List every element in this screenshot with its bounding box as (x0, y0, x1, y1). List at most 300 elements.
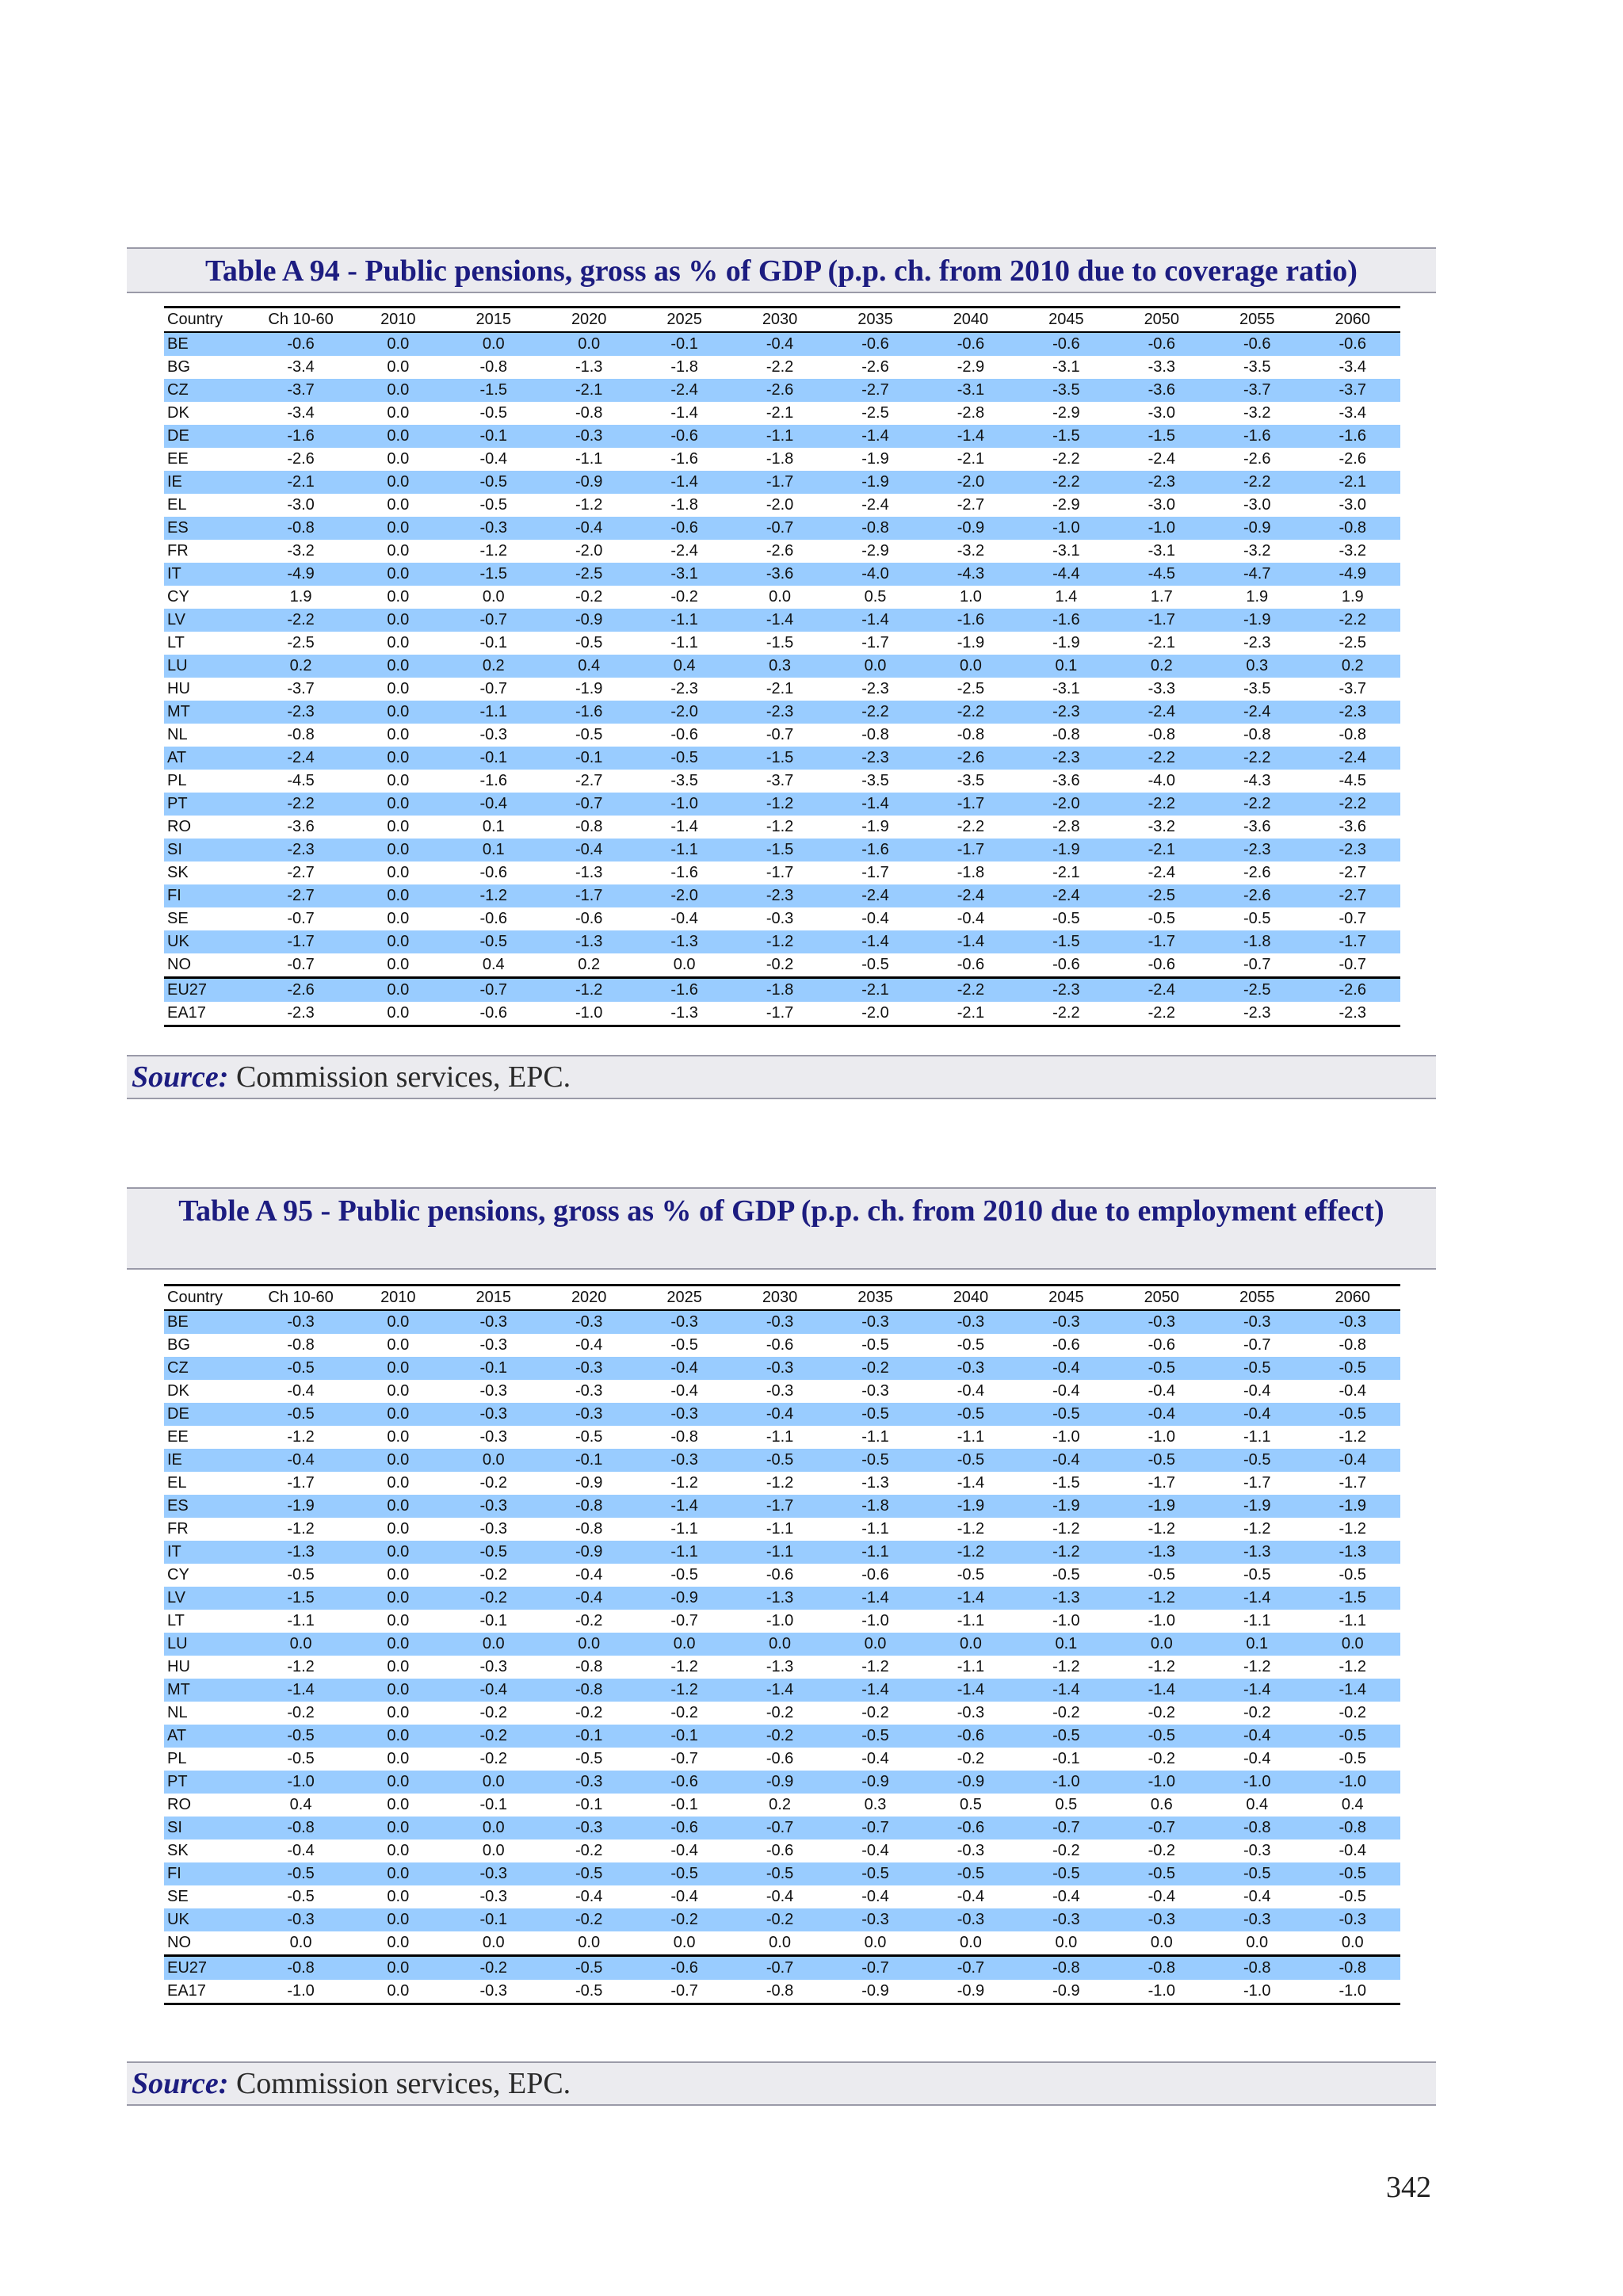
table-row (164, 379, 1400, 402)
value-cell: -1.7 (923, 793, 1018, 816)
value-cell: -1.2 (636, 1679, 731, 1702)
value-cell: -1.0 (1052, 1428, 1080, 1446)
value-cell: -1.5 (1018, 425, 1113, 448)
value-cell: -1.9 (1018, 1495, 1113, 1518)
table-row (164, 1587, 1400, 1610)
value-cell: 0.0 (387, 404, 410, 422)
value-cell: -3.7 (251, 379, 350, 402)
value-cell: -1.0 (541, 1002, 636, 1026)
value-cell: -1.1 (670, 634, 698, 651)
value-cell: 0.0 (446, 332, 541, 356)
source-text: Commission services, EPC. (228, 1060, 571, 1094)
value-cell: -0.1 (541, 747, 636, 770)
value-cell: -1.1 (1243, 1612, 1271, 1629)
value-cell: -0.9 (732, 1771, 827, 1794)
value-cell: -0.9 (1209, 517, 1304, 540)
value-cell: -2.3 (1209, 839, 1304, 861)
value-cell: 0.0 (387, 1658, 410, 1675)
value-cell: -0.3 (479, 1382, 507, 1400)
value-cell: -1.2 (446, 884, 541, 907)
value-cell: -2.9 (861, 542, 889, 560)
value-cell: -2.5 (287, 634, 315, 651)
value-cell: -0.6 (636, 1817, 731, 1839)
value-cell: -1.9 (957, 634, 985, 651)
value-cell: 0.0 (350, 1541, 445, 1564)
value-cell: -0.3 (1114, 1310, 1209, 1334)
value-cell: -0.4 (541, 517, 636, 540)
value-cell: -0.1 (446, 425, 541, 448)
country-cell: FR (167, 542, 189, 560)
value-cell: -0.4 (1148, 1382, 1176, 1400)
value-cell: 0.0 (350, 1679, 445, 1702)
value-cell: -1.2 (1243, 1520, 1271, 1538)
value-cell: -1.3 (575, 864, 603, 881)
value-cell: 0.0 (350, 471, 445, 494)
value-cell: -1.9 (251, 1495, 350, 1518)
table-row (164, 1472, 1400, 1495)
value-cell: -1.9 (1114, 1495, 1209, 1518)
value-cell: -1.1 (827, 1541, 922, 1564)
value-cell: -2.2 (1114, 793, 1209, 816)
value-cell: -0.9 (541, 1541, 636, 1564)
value-cell: -1.5 (1052, 1474, 1080, 1492)
value-cell: -2.0 (636, 884, 731, 907)
value-cell: -1.7 (732, 1002, 827, 1026)
value-cell: -1.5 (446, 379, 541, 402)
value-cell: -1.3 (636, 930, 731, 953)
value-cell: 0.0 (350, 1980, 445, 2004)
value-cell: -0.5 (446, 930, 541, 953)
value-cell: -0.4 (541, 1587, 636, 1610)
value-cell: -2.2 (1052, 450, 1080, 468)
value-cell: -2.5 (541, 563, 636, 586)
value-cell: -1.2 (575, 496, 603, 514)
value-cell: -0.2 (446, 1587, 541, 1610)
value-cell: 1.4 (1055, 588, 1078, 606)
aggregate-row (164, 978, 1400, 1003)
aggregate-row (164, 1002, 1400, 1026)
value-cell: -3.0 (1243, 496, 1271, 514)
value-cell: -0.1 (670, 1796, 698, 1813)
value-cell: 0.0 (769, 1934, 791, 1951)
value-cell: -0.3 (636, 1449, 731, 1472)
value-cell: -0.8 (1304, 1956, 1400, 1981)
table-row (164, 1334, 1400, 1357)
value-cell: -0.1 (479, 634, 507, 651)
value-cell: 0.0 (1150, 1934, 1173, 1951)
value-cell: -0.8 (957, 726, 985, 743)
value-cell: 0.0 (387, 1796, 410, 1813)
value-cell: 0.0 (350, 930, 445, 953)
value-cell: -2.3 (1209, 1002, 1304, 1026)
column-header: 2020 (541, 308, 636, 333)
value-cell: -0.5 (670, 1566, 698, 1584)
value-cell: -1.3 (1114, 1541, 1209, 1564)
value-cell: 0.4 (289, 1796, 312, 1813)
value-cell: -0.5 (732, 1449, 827, 1472)
table-a94 (164, 306, 1400, 1027)
value-cell: -1.2 (1018, 1541, 1113, 1564)
table-row (164, 907, 1400, 930)
value-cell: -1.0 (1209, 1771, 1304, 1794)
value-cell: -0.3 (766, 910, 794, 927)
value-cell: -0.3 (1209, 1908, 1304, 1931)
value-cell: -1.4 (827, 793, 922, 816)
value-cell: -1.3 (251, 1541, 350, 1564)
value-cell: -2.6 (1209, 884, 1304, 907)
value-cell: -1.7 (1243, 1474, 1271, 1492)
value-cell: 0.0 (578, 1934, 601, 1951)
value-cell: -1.0 (1052, 1612, 1080, 1629)
table-row (164, 678, 1400, 701)
column-header: 2050 (1114, 308, 1209, 333)
country-cell: RO (167, 818, 191, 835)
value-cell: -0.1 (636, 1725, 731, 1748)
column-header: 2035 (827, 1286, 922, 1311)
value-cell: 0.0 (960, 1934, 982, 1951)
value-cell: -0.3 (575, 1382, 603, 1400)
value-cell: -2.3 (1304, 1002, 1400, 1026)
value-cell: -0.4 (1304, 1449, 1400, 1472)
value-cell: -1.3 (1018, 1587, 1113, 1610)
value-cell: 0.0 (387, 818, 410, 835)
value-cell: -0.9 (636, 1587, 731, 1610)
value-cell: -1.0 (1209, 1980, 1304, 2004)
value-cell: -1.4 (636, 471, 731, 494)
value-cell: -0.3 (1018, 1908, 1113, 1931)
value-cell: -0.5 (251, 1862, 350, 1885)
value-cell: -1.2 (1114, 1587, 1209, 1610)
country-cell: PT (164, 793, 251, 816)
country-cell: AT (164, 747, 251, 770)
value-cell: -0.8 (1114, 1956, 1209, 1981)
value-cell: 0.0 (350, 1725, 445, 1748)
value-cell: -0.3 (541, 1357, 636, 1380)
value-cell: -0.4 (861, 1750, 889, 1767)
value-cell: -3.6 (732, 563, 827, 586)
value-cell: -0.3 (1018, 1310, 1113, 1334)
value-cell: -0.7 (1338, 956, 1366, 973)
value-cell: -0.5 (861, 956, 889, 973)
value-cell: -2.2 (1304, 793, 1400, 816)
value-cell: -2.1 (923, 1002, 1018, 1026)
table-row (164, 632, 1400, 655)
value-cell: -2.5 (1114, 884, 1209, 907)
value-cell: -0.5 (827, 1403, 922, 1426)
value-cell: -0.2 (479, 1474, 507, 1492)
value-cell: -0.3 (827, 1908, 922, 1931)
value-cell: -1.6 (479, 772, 507, 789)
value-cell: -0.5 (251, 1725, 350, 1748)
value-cell: -0.1 (575, 1796, 603, 1813)
value-cell: -2.6 (1338, 450, 1366, 468)
table-row (164, 1518, 1400, 1541)
value-cell: -0.2 (575, 588, 603, 606)
value-cell: 1.0 (960, 588, 982, 606)
value-cell: -0.6 (923, 332, 1018, 356)
value-cell: -1.6 (827, 839, 922, 861)
column-header: 2060 (1304, 1286, 1400, 1311)
source-label: Source: (132, 1060, 229, 1094)
value-cell: -2.2 (1304, 609, 1400, 632)
value-cell: -1.2 (1243, 1658, 1271, 1675)
value-cell: -0.5 (1304, 1862, 1400, 1885)
value-cell: 0.0 (350, 1310, 445, 1334)
value-cell: -0.7 (1243, 1336, 1271, 1354)
value-cell: -2.4 (1304, 747, 1400, 770)
value-cell: -0.2 (1052, 1842, 1080, 1859)
value-cell: -2.2 (1209, 471, 1304, 494)
value-cell: -0.4 (670, 910, 698, 927)
value-cell: -1.1 (957, 1612, 985, 1629)
value-cell: 0.5 (960, 1796, 982, 1813)
value-cell: 0.0 (446, 1817, 541, 1839)
table-a95-title (127, 1187, 1436, 1270)
value-cell: 0.0 (387, 864, 410, 881)
value-cell: 0.0 (387, 1382, 410, 1400)
value-cell: -0.6 (766, 1750, 794, 1767)
value-cell: -1.2 (923, 1541, 1018, 1564)
value-cell: -0.9 (827, 1771, 922, 1794)
value-cell: -0.7 (670, 1612, 698, 1629)
value-cell: -0.2 (861, 1704, 889, 1721)
value-cell: -1.2 (1338, 1520, 1366, 1538)
table-row (164, 1495, 1400, 1518)
value-cell: -2.2 (1209, 793, 1304, 816)
country-cell: SI (164, 839, 251, 861)
value-cell: -0.2 (575, 1704, 603, 1721)
table-row (164, 1771, 1400, 1794)
value-cell: 0.0 (923, 655, 1018, 678)
country-cell: CZ (164, 1357, 251, 1380)
value-cell: -0.6 (957, 956, 985, 973)
column-header: 2045 (1018, 308, 1113, 333)
column-header: Ch 10-60 (251, 1286, 350, 1311)
value-cell: -1.7 (861, 634, 889, 651)
value-cell: -0.7 (479, 680, 507, 697)
value-cell: -1.6 (670, 864, 698, 881)
value-cell: -4.5 (1338, 772, 1366, 789)
value-cell: 0.0 (350, 1862, 445, 1885)
value-cell: 0.0 (636, 1633, 731, 1656)
value-cell: -2.0 (1018, 793, 1113, 816)
value-cell: -1.2 (957, 1520, 985, 1538)
value-cell: -3.4 (1338, 358, 1366, 376)
value-cell: -0.5 (861, 1336, 889, 1354)
value-cell: -0.8 (1052, 726, 1080, 743)
value-cell: 0.2 (1114, 655, 1209, 678)
value-cell: -1.5 (732, 839, 827, 861)
value-cell: -1.1 (766, 1428, 794, 1446)
value-cell: -2.6 (1243, 450, 1271, 468)
value-cell: -0.3 (446, 1862, 541, 1885)
value-cell: 0.0 (350, 839, 445, 861)
country-cell: LV (164, 609, 251, 632)
value-cell: -0.3 (446, 1310, 541, 1334)
value-cell: 0.0 (350, 1357, 445, 1380)
value-cell: -0.4 (575, 1888, 603, 1905)
value-cell: 0.4 (541, 655, 636, 678)
value-cell: -2.0 (636, 701, 731, 724)
country-cell: IT (164, 1541, 251, 1564)
value-cell: -1.4 (1209, 1679, 1304, 1702)
value-cell: -1.8 (670, 496, 698, 514)
value-cell: -1.2 (1148, 1520, 1176, 1538)
value-cell: -0.5 (923, 1403, 1018, 1426)
value-cell: -1.9 (1052, 634, 1080, 651)
value-cell: 0.0 (350, 747, 445, 770)
value-cell: 0.1 (1209, 1633, 1304, 1656)
table-a94-title (127, 247, 1436, 293)
table-row (164, 356, 1400, 379)
value-cell: -4.0 (1148, 772, 1176, 789)
value-cell: -1.3 (861, 1474, 889, 1492)
value-cell: -1.2 (541, 978, 636, 1003)
value-cell: -0.3 (479, 1520, 507, 1538)
value-cell: -0.8 (1148, 726, 1176, 743)
value-cell: 0.0 (1114, 1633, 1209, 1656)
value-cell: -0.4 (1243, 1750, 1271, 1767)
value-cell: -2.2 (1114, 1002, 1209, 1026)
value-cell: 0.0 (387, 956, 410, 973)
value-cell: -1.1 (1243, 1428, 1271, 1446)
value-cell: -1.6 (541, 701, 636, 724)
table-row (164, 1748, 1400, 1771)
value-cell: 0.2 (446, 655, 541, 678)
value-cell: -0.5 (1304, 1403, 1400, 1426)
value-cell: 0.0 (350, 978, 445, 1003)
value-cell: 0.1 (1018, 1633, 1113, 1656)
value-cell: -1.1 (957, 1658, 985, 1675)
country-cell: MT (164, 701, 251, 724)
value-cell: -2.9 (1052, 496, 1080, 514)
value-cell: -0.3 (541, 1817, 636, 1839)
value-cell: -1.7 (251, 930, 350, 953)
table-row (164, 724, 1400, 747)
value-cell: -0.8 (251, 517, 350, 540)
value-cell: -2.4 (251, 747, 350, 770)
value-cell: 0.0 (350, 793, 445, 816)
value-cell: -1.6 (1018, 609, 1113, 632)
value-cell: -0.5 (923, 1449, 1018, 1472)
value-cell: -2.3 (1018, 978, 1113, 1003)
value-cell: -1.4 (1304, 1679, 1400, 1702)
country-cell: LT (167, 1612, 185, 1629)
value-cell: -0.4 (1338, 1382, 1366, 1400)
value-cell: -1.9 (575, 680, 603, 697)
value-cell: -4.7 (1209, 563, 1304, 586)
value-cell: -0.8 (827, 517, 922, 540)
country-cell: PL (167, 1750, 187, 1767)
value-cell: -0.3 (541, 1310, 636, 1334)
table-row (164, 816, 1400, 839)
value-cell: -1.7 (766, 864, 794, 881)
value-cell: 0.0 (350, 1908, 445, 1931)
value-cell: -2.2 (251, 793, 350, 816)
value-cell: -1.0 (1018, 1771, 1113, 1794)
value-cell: -1.1 (1338, 1612, 1366, 1629)
value-cell: -1.2 (1338, 1658, 1366, 1675)
value-cell: -0.5 (1209, 1357, 1304, 1380)
value-cell: 0.4 (1341, 1796, 1364, 1813)
value-cell: -0.8 (1209, 1817, 1304, 1839)
value-cell: -0.2 (827, 1357, 922, 1380)
value-cell: -2.4 (670, 542, 698, 560)
value-cell: -2.3 (1243, 634, 1271, 651)
column-header: 2030 (732, 308, 827, 333)
value-cell: -1.7 (541, 884, 636, 907)
value-cell: -1.0 (1114, 1771, 1209, 1794)
value-cell: -2.4 (1114, 978, 1209, 1003)
value-cell: -2.4 (1148, 450, 1176, 468)
value-cell: -2.6 (287, 450, 315, 468)
table-a94-title-text: Table A 94 - Public pensions, gross as % of GDP (p.p. ch. from 2010 due to coverage ratio) (205, 254, 1358, 288)
value-cell: -0.4 (957, 910, 985, 927)
aggregate-label-cell: EU27 (164, 1956, 251, 1981)
value-cell: 0.0 (482, 1934, 505, 1951)
value-cell: -1.9 (861, 450, 889, 468)
value-cell: -0.3 (479, 1888, 507, 1905)
country-cell: ES (164, 1495, 251, 1518)
value-cell: -0.4 (636, 1357, 731, 1380)
value-cell: -1.2 (766, 818, 794, 835)
value-cell: -0.2 (575, 1842, 603, 1859)
value-cell: -2.5 (861, 404, 889, 422)
value-cell: -1.1 (287, 1612, 315, 1629)
value-cell: -0.7 (732, 517, 827, 540)
value-cell: -1.7 (1148, 1474, 1176, 1492)
value-cell: -0.9 (827, 1980, 922, 2004)
value-cell: -0.4 (287, 1842, 315, 1859)
column-header: 2010 (350, 1286, 445, 1311)
value-cell: -2.6 (251, 978, 350, 1003)
value-cell: 0.0 (446, 1449, 541, 1472)
value-cell: -0.4 (446, 793, 541, 816)
table-row (164, 563, 1400, 586)
value-cell: 0.0 (289, 1934, 312, 1951)
value-cell: -1.7 (923, 839, 1018, 861)
value-cell: -0.6 (575, 910, 603, 927)
value-cell: -1.4 (923, 1587, 1018, 1610)
value-cell: -1.7 (1114, 930, 1209, 953)
value-cell: -1.1 (446, 701, 541, 724)
value-cell: 0.0 (350, 1817, 445, 1839)
value-cell: 0.0 (350, 1587, 445, 1610)
value-cell: -0.1 (541, 1725, 636, 1748)
country-cell: SE (167, 1888, 189, 1905)
value-cell: -3.3 (1148, 358, 1176, 376)
table-row (164, 471, 1400, 494)
value-cell: -0.2 (732, 1725, 827, 1748)
table-row (164, 609, 1400, 632)
value-cell: -0.5 (827, 1449, 922, 1472)
value-cell: -1.6 (670, 450, 698, 468)
value-cell: -0.1 (479, 1612, 507, 1629)
value-cell: -0.8 (861, 726, 889, 743)
value-cell: -0.2 (636, 1908, 731, 1931)
value-cell: -0.9 (575, 1474, 603, 1492)
aggregate-label-cell: EA17 (164, 1980, 251, 2004)
value-cell: -1.4 (827, 1679, 922, 1702)
country-cell: FI (164, 884, 251, 907)
value-cell: -0.3 (923, 1357, 1018, 1380)
value-cell: -0.3 (446, 1495, 541, 1518)
value-cell: -0.5 (251, 1357, 350, 1380)
column-header: 2015 (446, 1286, 541, 1311)
value-cell: -0.5 (287, 1750, 315, 1767)
value-cell: -3.2 (287, 542, 315, 560)
table-row (164, 1794, 1400, 1817)
